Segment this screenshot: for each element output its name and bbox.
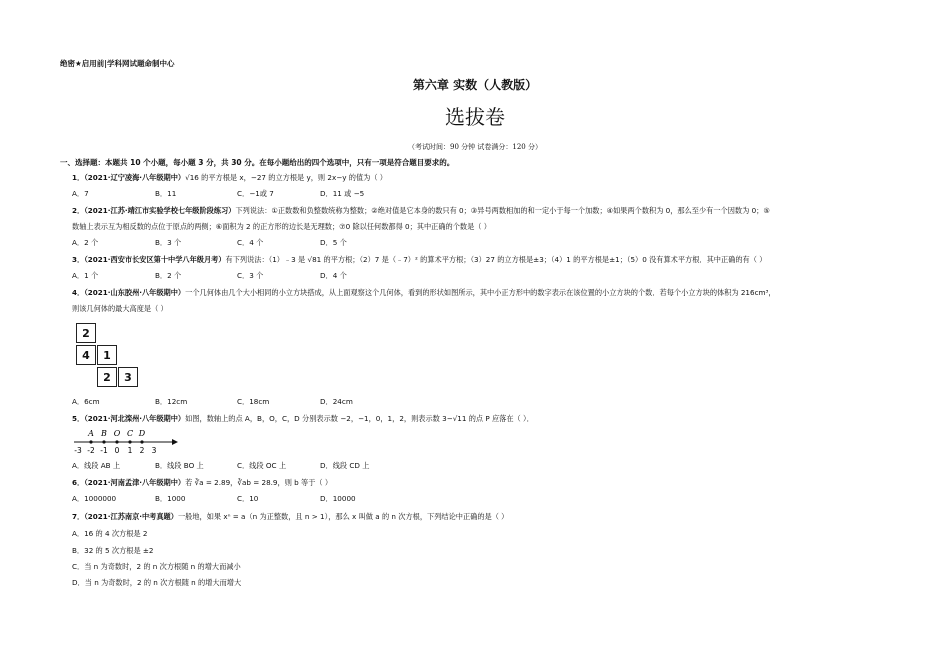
question-text: 若 ∛a = 2.89，∛ab = 28.9，则 b 等于（ ） xyxy=(185,478,333,487)
figure-cell: 4 xyxy=(76,345,96,365)
option: A．1000000 xyxy=(72,494,117,503)
axis-arrow xyxy=(172,439,178,445)
question-source: 1．（2021·辽宁凌海·八年级期中） xyxy=(72,173,186,182)
question-text: 一般地，如果 xⁿ = a（n 为正整数，且 n > 1），那么 x 叫做 a 的 n 次方根，下列结论中正确的是（ ） xyxy=(177,512,509,521)
question-text: 有下列说法：（1）﹣3 是 √81 的平方根；（2）7 是（﹣7）² 的算术平方根；（3）27 的立方根是±3；（4）1 的平方根是±1；（5）0 没有算术平方根．其中正确的有（ ） xyxy=(225,255,767,264)
option: B．32 的 5 次方根是 ±2 xyxy=(72,546,154,555)
axis-dot xyxy=(128,440,131,443)
option: D．10000 xyxy=(320,494,356,503)
question-source: 4．（2021·山东胶州·八年级期中） xyxy=(72,288,186,297)
option: A．1 个 xyxy=(72,271,99,280)
axis-dot xyxy=(102,440,105,443)
question-source: 7．（2021·江苏南京·中考真题） xyxy=(72,512,178,521)
option: C．18cm xyxy=(237,397,270,406)
question-3 xyxy=(72,255,766,265)
question-text-cont: 数轴上表示互为相反数的点位于原点的两侧；⑥面积为 2 的正方形的边长是无理数；⑦0 除以任何数都得 0；其中正确的个数是（ ） xyxy=(72,222,491,231)
figure-cell: 2 xyxy=(97,367,117,387)
point-label: B xyxy=(101,429,107,438)
section-heading: 一、选择题：本题共 10 个小题，每小题 3 分，共 30 分。在每小题给出的四个选项中，只有一项是符合题目要求的。 xyxy=(60,158,455,167)
axis-dot xyxy=(115,440,118,443)
question-text: √16 的平方根是 x，−27 的立方根是 y，则 2x−y 的值为（ ） xyxy=(185,173,387,182)
question-7 xyxy=(72,512,508,522)
axis-dot xyxy=(140,440,143,443)
point-label: D xyxy=(138,429,146,438)
figure-cell: 2 xyxy=(76,323,96,343)
option: B．3 个 xyxy=(155,238,182,247)
tick-label: 3 xyxy=(151,446,157,455)
tick-label: 0 xyxy=(114,446,120,455)
exam-meta: （考试时间：90 分钟 试卷满分：120 分） xyxy=(408,143,542,151)
header-note: 绝密★启用前|学科网试题命制中心 xyxy=(60,59,175,68)
question-6 xyxy=(72,478,332,488)
question-2 xyxy=(72,206,770,216)
option: B．11 xyxy=(155,189,177,198)
option: C．10 xyxy=(237,494,259,503)
option: D．5 个 xyxy=(320,238,347,247)
number-line-figure xyxy=(72,428,182,456)
tick-label: -1 xyxy=(100,446,108,455)
tick-label: -2 xyxy=(87,446,95,455)
question-source: 6．（2021·河南孟津·八年级期中） xyxy=(72,478,186,487)
question-source: 3．（2021·西安市长安区第十中学八年级月考） xyxy=(72,255,226,264)
tick-label: 2 xyxy=(139,446,145,455)
option: A．2 个 xyxy=(72,238,99,247)
option: D．线段 CD 上 xyxy=(320,461,370,470)
point-label: C xyxy=(126,429,134,438)
point-label: A xyxy=(88,429,94,438)
question-source: 5．（2021·河北滦州·八年级期中） xyxy=(72,414,186,423)
option: C．线段 OC 上 xyxy=(237,461,287,470)
option: A．线段 AB 上 xyxy=(72,461,121,470)
question-5 xyxy=(72,414,534,424)
option: D．11 或 −5 xyxy=(320,189,365,198)
option: D．当 n 为奇数时，2 的 n 次方根随 n 的增大而增大 xyxy=(72,578,242,587)
option: C．4 个 xyxy=(237,238,264,247)
option: A．7 xyxy=(72,189,89,198)
option: D．4 个 xyxy=(320,271,347,280)
question-text: 下列说法：①正数数和负整数统称为整数；②绝对值是它本身的数只有 0；③异号两数相加的和一定小于每一个加数；④如果两个数积为 0，那么至少有一个因数为 0；⑤ xyxy=(235,206,770,215)
question-text: 如图，数轴上的点 A，B，O，C，D 分别表示数 −2，−1，0，1，2，则表示数 3−√11 的点 P 应落在（ ）． xyxy=(185,414,534,423)
option: B．12cm xyxy=(155,397,188,406)
question-4 xyxy=(72,288,776,298)
tick-label: -3 xyxy=(74,446,82,455)
option: C．3 个 xyxy=(237,271,264,280)
option: C．−1或 7 xyxy=(237,189,274,198)
point-label: O xyxy=(113,429,121,438)
option: A．6cm xyxy=(72,397,100,406)
option: A．16 的 4 次方根是 2 xyxy=(72,529,148,538)
axis-dot xyxy=(89,440,92,443)
question-source: 2．（2021·江苏·靖江市实验学校七年级阶段练习） xyxy=(72,206,236,215)
option: C．当 n 为奇数时，2 的 n 次方根随 n 的增大而减小 xyxy=(72,562,241,571)
chapter-title: 第六章 实数（人教版） xyxy=(412,78,538,92)
option: B．线段 BO 上 xyxy=(155,461,204,470)
figure-cell: 1 xyxy=(97,345,117,365)
question-1 xyxy=(72,173,387,183)
option: D．24cm xyxy=(320,397,353,406)
page-title: 选拔卷 xyxy=(445,105,505,129)
figure-cell: 3 xyxy=(118,367,138,387)
tick-label: 1 xyxy=(127,446,133,455)
option: B．1000 xyxy=(155,494,186,503)
option: B．2 个 xyxy=(155,271,182,280)
question-text-cont: 则该几何体的最大高度是（ ） xyxy=(72,304,168,313)
question-text: 一个几何体由几个大小相同的小立方块搭成，从上面观察这个几何体，看到的形状如图所示，其中小正方形中的数字表示在该位置的小立方块的个数．若每个小立方块的体积为 216cm³， xyxy=(185,288,776,297)
